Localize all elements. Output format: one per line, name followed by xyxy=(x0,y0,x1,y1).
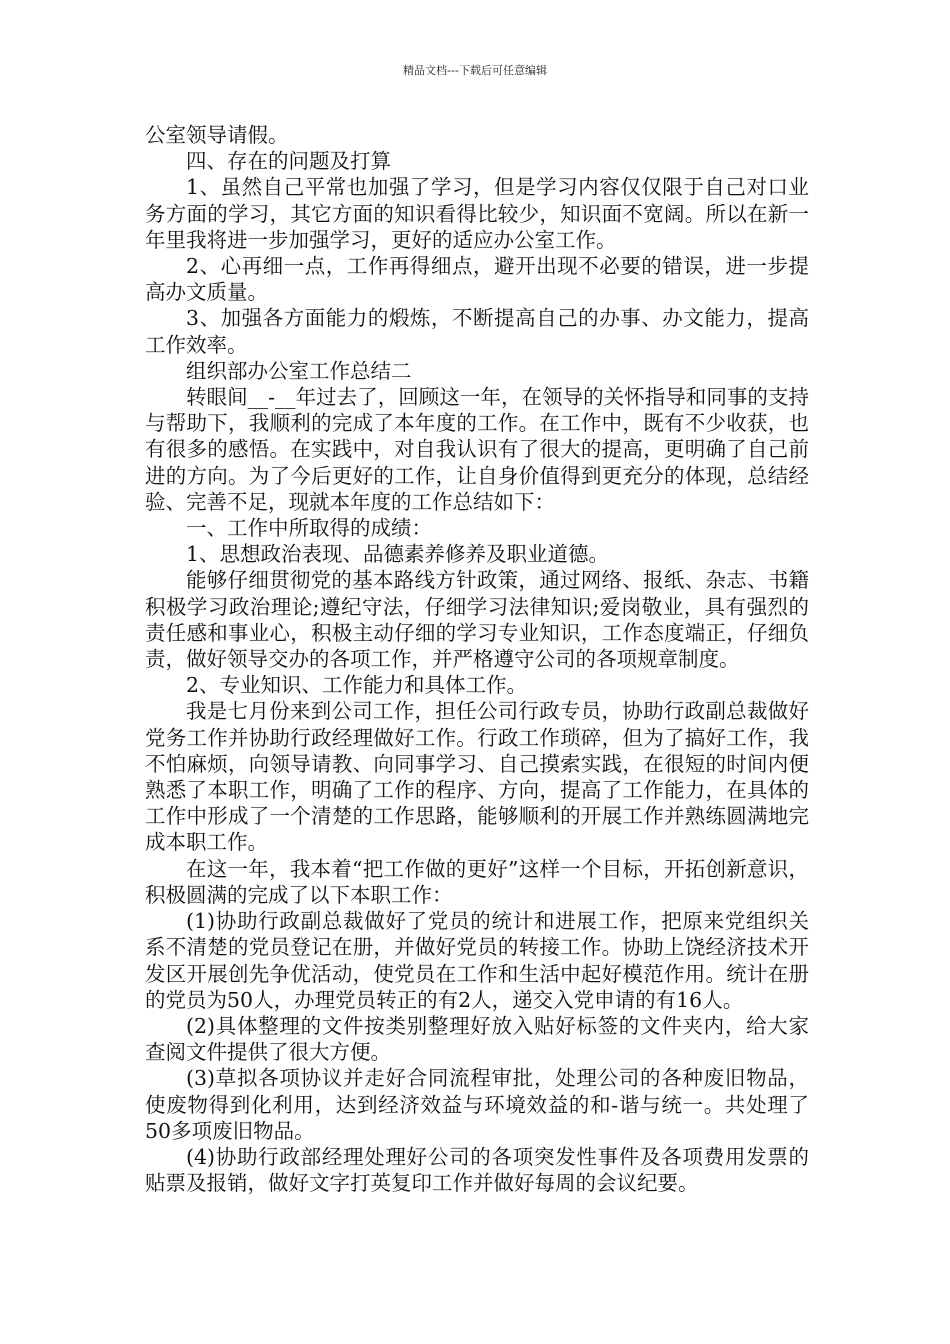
document-body xyxy=(145,122,809,1196)
document-title: 组织部办公室工作总结二 xyxy=(186,358,412,383)
subsection-heading: 2、专业知识、工作能力和具体工作。 xyxy=(186,673,528,698)
paragraph: 我是七月份来到公司工作，担任公司行政专员，协助行政副总裁做好党务工作并协助行政经理做好工作。行政工作琐碎，但为了搞好工作，我不怕麻烦，向领导请教、向同事学习、自己摸索实践，在很短的时间内便熟悉了本职工作，明确了工作的程序、方向，提高了工作能力，在具体的工作中形成了一个清楚的工作思路，能够顺利的开展工作并熟练圆满地完成本职工作。 xyxy=(145,699,809,855)
paragraph: 1、虽然自己平常也加强了学习，但是学习内容仅仅限于自己对口业务方面的学习，其它方面的知识看得比较少，知识面不宽阔。所以在新一年里我将进一步加强学习，更好的适应办公室工作。 xyxy=(145,175,809,252)
list-item: (4)协助行政部经理处理好公司的各项突发性事件及各项费用发票的贴票及报销，做好文字打英复印工作并做好每周的会议纪要。 xyxy=(145,1144,809,1196)
list-item: (2)具体整理的文件按类别整理好放入贴好标签的文件夹内，给大家查阅文件提供了很大方便。 xyxy=(145,1013,809,1065)
paragraph: 能够仔细贯彻党的基本路线方针政策，通过网络、报纸、杂志、书籍积极学习政治理论;遵纪守法，仔细学习法律知识;爱岗敬业，具有强烈的责任感和事业心，积极主动仔细的学习专业知识，工作态度端正，仔细负责，做好领导交办的各项工作，并严格遵守公司的各项规章制度。 xyxy=(145,568,809,672)
subsection-heading: 1、思想政治表现、品德素养修养及职业道德。 xyxy=(186,542,610,567)
section-heading: 四、存在的问题及打算 xyxy=(186,149,391,174)
list-item: (1)协助行政副总裁做好了党员的统计和进展工作，把原来党组织关系不清楚的党员登记在册，并做好党员的转接工作。协助上饶经济技术开发区开展创先争优活动，使党员在工作和生活中起好模范作用。统计在册的党员为50人，办理党员转正的有2人，递交入党申请的有16人。 xyxy=(145,909,809,1012)
paragraph: 在这一年，我本着“把工作做的更好”这样一个目标，开拓创新意识，积极圆满的完成了以下本职工作： xyxy=(145,856,809,907)
paragraph: 3、加强各方面能力的煅炼，不断提高自己的办事、办文能力，提高工作效率。 xyxy=(145,306,809,357)
paragraph: 转眼间__-__年过去了，回顾这一年，在领导的关怀指导和同事的支持与帮助下，我顺利的完成了本年度的工作。在工作中，既有不少收获，也有很多的感悟。在实践中，对自我认识有了很大的提高，更明确了自己前进的方向。为了今后更好的工作，让自身价值得到更充分的体现，总结经验、完善不足，现就本年度的工作总结如下： xyxy=(145,385,809,514)
list-item: (3)草拟各项协议并走好合同流程审批，处理公司的各种废旧物品，使废物得到化利用，达到经济效益与环境效益的和-谐与统一。共处理了50多项废旧物品。 xyxy=(145,1066,809,1143)
paragraph: 公室领导请假。 xyxy=(145,123,289,147)
section-heading: 一、工作中所取得的成绩： xyxy=(186,516,432,541)
paragraph: 2、心再细一点，工作再得细点，避开出现不必要的错误，进一步提高办文质量。 xyxy=(145,254,809,305)
page-header: 精品文档---下载后可任意编辑 xyxy=(403,64,547,77)
